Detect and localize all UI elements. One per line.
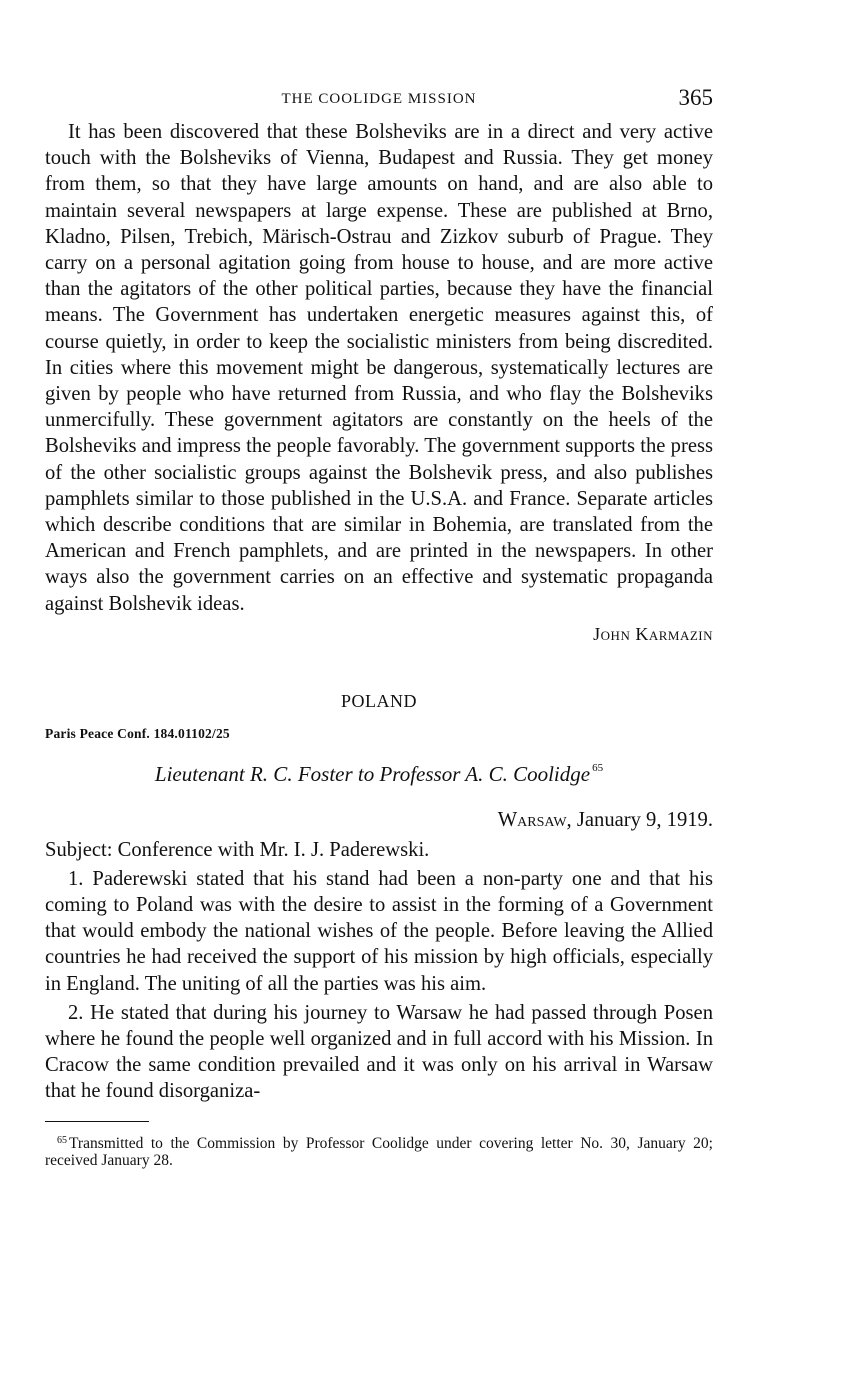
footnote-divider — [45, 1121, 149, 1122]
running-title: THE COOLIDGE MISSION — [281, 91, 477, 107]
subject-line: Subject: Conference with Mr. I. J. Paderewski. — [45, 838, 430, 861]
paragraph-1: 1. Paderewski stated that his stand had been a non-party one and that his coming to Poland was with the desire to assist in the forming of a Government that would embody the national wishes of the people. Before leaving the Allied countries he had received the support of his mission by high officials, especially in England. The uniting of all the parties was his aim. — [45, 867, 713, 995]
document-page — [45, 85, 713, 1169]
footnote-reference: 65 — [592, 761, 604, 774]
footnote — [45, 1132, 713, 1169]
document-title-text: Lieutenant R. C. Foster to Professor A. C. Coolidge — [154, 761, 591, 786]
dateline — [45, 807, 713, 833]
page-number: 365 — [678, 85, 713, 110]
running-head — [45, 85, 713, 119]
dateline-place: Warsaw, — [497, 808, 572, 831]
paragraph-2: 2. He stated that during his journey to Warsaw he had passed through Posen where he found the people well organized and in full accord with his Mission. In Cracow the same condition prevailed and it was only on his arrival in Warsaw that he found disorganiza- — [45, 1001, 713, 1103]
signature: John Karmazin — [593, 623, 713, 644]
opening-paragraph: It has been discovered that these Bolsheviks are in a direct and very active touch with the Bolsheviks of Vienna, Budapest and Russia. They get money from them, so that they have large amounts on hand, and are also able to maintain several newspapers at large expense. These are published at Brno, Kladno, Pilsen, Trebich, Märisch-Ostrau and Zizkov suburb of Prague. They carry on a personal agitation going from house to house, and are more active than the agitators of the other political parties, because they have the financial means. The Government has undertaken energetic measures against this, of course quietly, in order to keep the socialistic ministers from being discredited. In cities where this movement might be dangerous, systematically lectures are given by people who have returned from Russia, and who flay the Bolsheviks unmercifully. These government agitators are constantly on the heels of the Bolsheviks and impress the people favorably. The government supports the press of the other socialistic groups against the Bolshevik press, and also publishes pamphlets similar to those published in the U.S.A. and France. Separate articles which describe conditions that are similar in Bohemia, are translated from the American and French pamphlets, and are printed in the newspapers. In other ways also the government carries on an effective and systematic propaganda against Bolshevik ideas. — [45, 121, 713, 615]
file-reference: Paris Peace Conf. 184.01102/25 — [45, 725, 230, 741]
footnote-text: Transmitted to the Commission by Professor Coolidge under covering letter No. 30, January 20; received January 28. — [45, 1134, 713, 1169]
dateline-date: January 9, 1919. — [571, 808, 713, 831]
footnote-mark: 65 — [57, 1134, 67, 1146]
document-title — [45, 762, 713, 787]
section-title: POLAND — [340, 690, 417, 711]
